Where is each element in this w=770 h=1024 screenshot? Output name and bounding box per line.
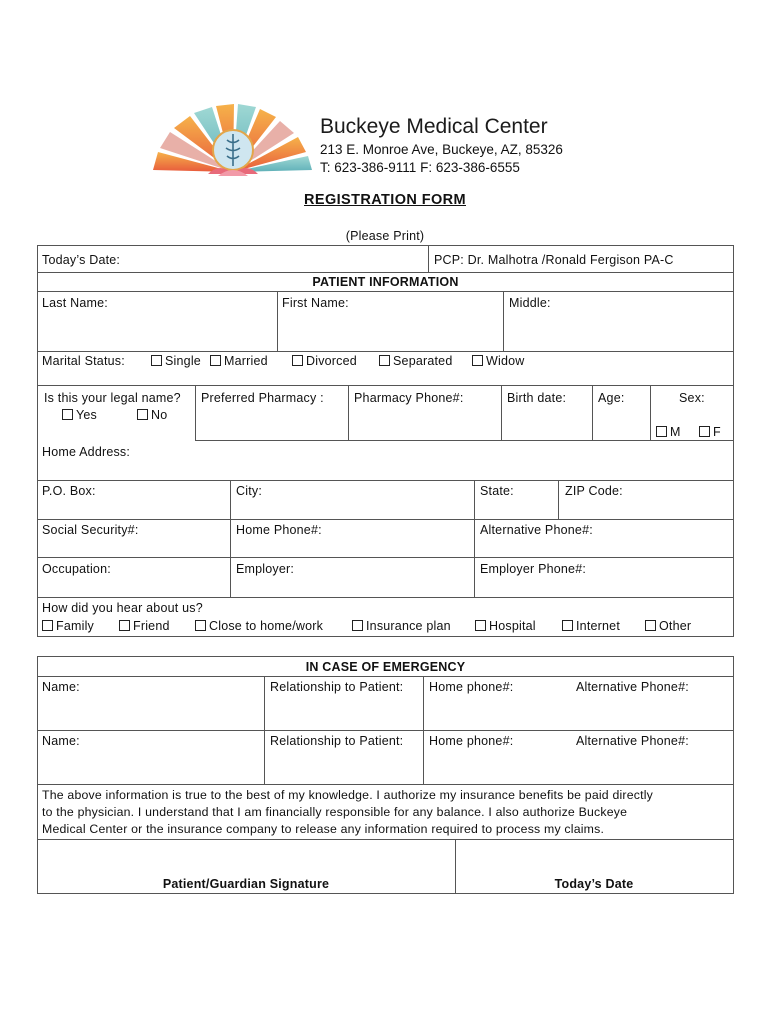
- emergency-home-phone-1-field[interactable]: Home phone#:: [429, 680, 514, 694]
- consent-line-3: Medical Center or the insurance company to release any information required to process my claims.: [42, 822, 605, 836]
- emergency-relationship-2-field[interactable]: Relationship to Patient:: [270, 734, 404, 748]
- zip-code-field[interactable]: ZIP Code:: [565, 484, 623, 498]
- marital-divorced-checkbox[interactable]: Divorced: [292, 354, 357, 368]
- preferred-pharmacy-field[interactable]: Preferred Pharmacy :: [201, 391, 324, 405]
- last-name-field[interactable]: Last Name:: [42, 296, 108, 310]
- emergency-name-1-field[interactable]: Name:: [42, 680, 80, 694]
- referral-internet-checkbox[interactable]: Internet: [562, 619, 620, 633]
- sex-f-checkbox[interactable]: F: [699, 425, 721, 439]
- marital-separated-checkbox[interactable]: Separated: [379, 354, 452, 368]
- birth-date-field[interactable]: Birth date:: [507, 391, 567, 405]
- emergency-alt-phone-1-field[interactable]: Alternative Phone#:: [576, 680, 689, 694]
- marital-widow-checkbox[interactable]: Widow: [472, 354, 525, 368]
- marital-status-label: Marital Status:: [42, 354, 125, 368]
- buckeye-logo: [148, 100, 318, 180]
- middle-name-field[interactable]: Middle:: [509, 296, 551, 310]
- sex-label: Sex:: [679, 391, 705, 405]
- consent-line-1: The above information is true to the best of my knowledge. I authorize my insurance benefits be paid directly: [42, 788, 653, 802]
- occupation-field[interactable]: Occupation:: [42, 562, 111, 576]
- emergency-heading: IN CASE OF EMERGENCY: [305, 660, 466, 674]
- marital-single-checkbox[interactable]: Single: [151, 354, 201, 368]
- signature-field[interactable]: Patient/Guardian Signature: [162, 877, 330, 891]
- home-address-field[interactable]: Home Address:: [42, 445, 131, 459]
- org-address: 213 E. Monroe Ave, Buckeye, AZ, 85326: [320, 142, 563, 157]
- org-name: Buckeye Medical Center: [320, 115, 548, 138]
- signature-date-field[interactable]: Today’s Date: [554, 877, 634, 891]
- patient-info-heading: PATIENT INFORMATION: [312, 275, 459, 289]
- emergency-relationship-1-field[interactable]: Relationship to Patient:: [270, 680, 404, 694]
- referral-hospital-checkbox[interactable]: Hospital: [475, 619, 536, 633]
- referral-insurance-checkbox[interactable]: Insurance plan: [352, 619, 451, 633]
- referral-close-to-home-checkbox[interactable]: Close to home/work: [195, 619, 323, 633]
- todays-date-field[interactable]: Today’s Date:: [42, 253, 121, 267]
- employer-phone-field[interactable]: Employer Phone#:: [480, 562, 587, 576]
- referral-question: How did you hear about us?: [42, 601, 203, 615]
- form-title: REGISTRATION FORM: [304, 192, 466, 208]
- ssn-field[interactable]: Social Security#:: [42, 523, 139, 537]
- org-phones: T: 623-386-9111 F: 623-386-6555: [320, 160, 520, 175]
- legal-name-no-checkbox[interactable]: No: [137, 408, 167, 422]
- sex-m-checkbox[interactable]: M: [656, 425, 681, 439]
- print-note: (Please Print): [345, 229, 425, 243]
- home-phone-field[interactable]: Home Phone#:: [236, 523, 322, 537]
- po-box-field[interactable]: P.O. Box:: [42, 484, 96, 498]
- emergency-home-phone-2-field[interactable]: Home phone#:: [429, 734, 514, 748]
- age-field[interactable]: Age:: [598, 391, 625, 405]
- pharmacy-phone-field[interactable]: Pharmacy Phone#:: [354, 391, 464, 405]
- first-name-field[interactable]: First Name:: [282, 296, 349, 310]
- referral-other-checkbox[interactable]: Other: [645, 619, 691, 633]
- referral-friend-checkbox[interactable]: Friend: [119, 619, 170, 633]
- referral-family-checkbox[interactable]: Family: [42, 619, 94, 633]
- alternative-phone-field[interactable]: Alternative Phone#:: [480, 523, 593, 537]
- emergency-alt-phone-2-field[interactable]: Alternative Phone#:: [576, 734, 689, 748]
- consent-line-2: to the physician. I understand that I am financially responsible for any balance. I also authorize Buckeye: [42, 805, 628, 819]
- city-field[interactable]: City:: [236, 484, 262, 498]
- legal-name-question: Is this your legal name?: [44, 391, 181, 405]
- state-field[interactable]: State:: [480, 484, 514, 498]
- marital-married-checkbox[interactable]: Married: [210, 354, 268, 368]
- legal-name-yes-checkbox[interactable]: Yes: [62, 408, 97, 422]
- emergency-name-2-field[interactable]: Name:: [42, 734, 80, 748]
- pcp-label: PCP: Dr. Malhotra /Ronald Fergison PA-C: [434, 253, 674, 267]
- employer-field[interactable]: Employer:: [236, 562, 295, 576]
